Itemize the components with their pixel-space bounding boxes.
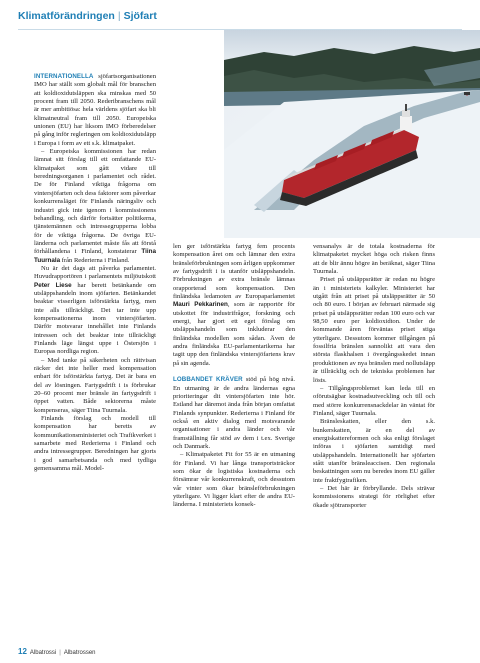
ship-photo-illustration: [224, 30, 480, 238]
article-column-1: [34, 73, 156, 641]
section-title: Klimatförändringen: [18, 10, 115, 22]
person-name: Tiina Tuurnala: [34, 248, 156, 264]
paragraph: vensanalys är de totala kostnaderna för klimatpaketet mycket höga och risken finns att de blir ännu högre än beräknat, säger Tiina Tuurnala.: [313, 243, 435, 276]
paragraph: – Tillgångsproblemet kan leda till en oförutsägbar kostnadsutveckling och till och med större konkurrensnackdelar än väntat för Finland, säger Tuurnala.: [313, 384, 435, 417]
page-header: [18, 10, 462, 30]
paragraph: – Med tanke på säkerheten och rättvisan räcker det inte heller med kompensation enbart för isförstärkta fartyg. Det är bara en del av lösningen. Fartygsdrift i is förbrukar 20–60 procent mer bränsle än fartygsdrift i öppet vatten. Både sektorerna måste kompenseras, säger Tiina Tuurnala.: [34, 356, 156, 414]
article-column-3: [313, 243, 435, 641]
footer-separator: |: [59, 650, 61, 656]
lead-in: INTERNATIONELLA: [34, 73, 94, 80]
paragraph: Priset på utsläppsrätter är redan nu högre än i ministeriets kalkyler. Ministeriet har utgått från att priset på utsläppsrätter är 50 och 80 euro. I början av februari närmade sig priset på utsläppsrätter redan 100 euro och var 98,50 euro per koldioxidton. Under de kommande åren förväntas priset stiga ytterligare. Dessutom kommer tillgången på fossilfria bränslen sannolikt att vara den största flaskhalsen i övergångsskedet innan produktionen av nya bränslen med nollutsläpp är tillräcklig och de tekniska problemen har lösts.: [313, 276, 435, 384]
person-name: Mauri Pekkarinen: [173, 301, 228, 309]
paragraph: INTERNATIONELLA sjöfartsorganisationen IMO har ställt som globalt mål för branschen att koldioxidutsläppen ska minskas med 50 procent fram till 2050. Rederibranschens mål är mer ambitiösa: hela världens sjöfart ska bli klimatneutral fram till 2050. Europeiska unionen (EU) har liksom IMO förberedelser på gång inför regleringen om koldioxidutsläpp i Europa i form av ett s.k. klimatpaket.: [34, 73, 156, 147]
topic-title: Sjöfart: [123, 10, 157, 22]
header-separator: |: [117, 10, 121, 22]
publication-name: Albatrossi: [29, 650, 57, 656]
page-footer: [18, 647, 96, 657]
publication-name-alt: Albatrossen: [63, 650, 96, 656]
paragraph: – Europeiska kommissionen har redan lämnat sitt förslag till ett omfattande EU-klimatpaket som gått vidare till beredningsorganen i parlamentet och rådet. De för Finland viktiga frågorna om vintersjöfarten och dess faktorer som påverkar konkurrensläget för Finlands näringsliv och industri gick inte igenom i kommissionens behandling, och därför fortsätter politikerna, tjänstemännen och intressegrupperna lobba för de viktiga frågorna. De övriga EU-länderna och parlamentet måste fås att förstå förhållandena i Finland, konstaterar Tiina Tuurnala från Rederierna i Finland.: [34, 148, 156, 264]
paragraph: len ger isförstärkta fartyg fem procents kompensation året om och lämnar den extra bränsleförbrukningen som årligen uppkommer av fartygsdrift i is utanför utsläppshandeln. Förbrukningen av extra bränsle lämnas orapporterad som kompensation. Den finländska ledamoten av Europaparlamentet Mauri Pekkarinen, som är rapportör för utskottet för industrifrågor, forskning och energi, har gjort ett eget förslag om utsläppshandeln som inkluderar den finländska modellen som sådan. Även de andra finländska EU-parlamentarikerna har tagit upp den finländska vintersjöfartens krav på sin agenda.: [173, 243, 295, 367]
lead-in: LOBBANDET KRÄVER: [173, 376, 243, 384]
paragraph: Finlands förslag och modell till kompensation har beretts av kommunikationsministeriet och Trafikverket i samarbete med Rederierna i Finland och andra intressegrupper. Beredningen har gjorts i god samarbetsanda och med tydliga gemensamma mål. Model-: [34, 415, 156, 473]
paragraph: LOBBANDET KRÄVER stöd på hög nivå. En utmaning är de andra ländernas egna prioriteringar dit vintersjöfarten inte hör. Estland har däremot ända från början omfattat Finlands synpunkter. Rederierna i Finland för också en aktiv dialog med motsvarande organisationer i andra länder och vår framställning får stöd av dem i t.ex. Sverige och Danmark.: [173, 376, 295, 450]
cargo-ship-in-ice-photo: [224, 30, 480, 238]
page-number: 12: [18, 647, 27, 656]
paragraph: Nu är det dags att påverka parlamentet. Huvudrapportören i parlamentets miljöutskott Peter Liese har berett betänkande om utsläppshandeln inom sjöfarten. Betänkandet beaktar visserligen isförstärkta fartyg, men inte alls tillräckligt. Det tar inte upp kompensationerna inom vintersjöfarten. Därför motsvarar innehållet inte Finlands intressen och det beaktar inte tillräckligt Finlands läge längst uppe i Östersjön i Europas nordliga region.: [34, 264, 156, 356]
article-column-2: [173, 243, 295, 641]
paragraph: Bränsleskatten, eller den s.k. bunkerskatten, är en del av energiskattereformen och ska enligt förslaget införas i sjöfarten samtidigt med utsläppshandeln. Internationellt har sjöfarten stått utanför bränsleaccisen. Den regionala beskattningen som nu beredes inom EU gäller inte fraktfygtrafiken.: [313, 418, 435, 484]
person-name: Peter Liese: [34, 281, 72, 289]
paragraph: – Det här är förbryllande. Dels strävar kommissionens strategi för rörlighet efter ökade sjötransporter: [313, 484, 435, 509]
paragraph: – Klimatpaketet Fit for 55 är en utmaning för Finland. Vi har långa transportsträckor som ökar de logistiska kostnaderna och försämrar vår konkurrenskraft, och dessutom vår vinter som ökar bränsleförbrukningen ytterligare. Vi ligger klart efter de andra EU-länderna. I ministeriets konsek-: [173, 451, 295, 509]
